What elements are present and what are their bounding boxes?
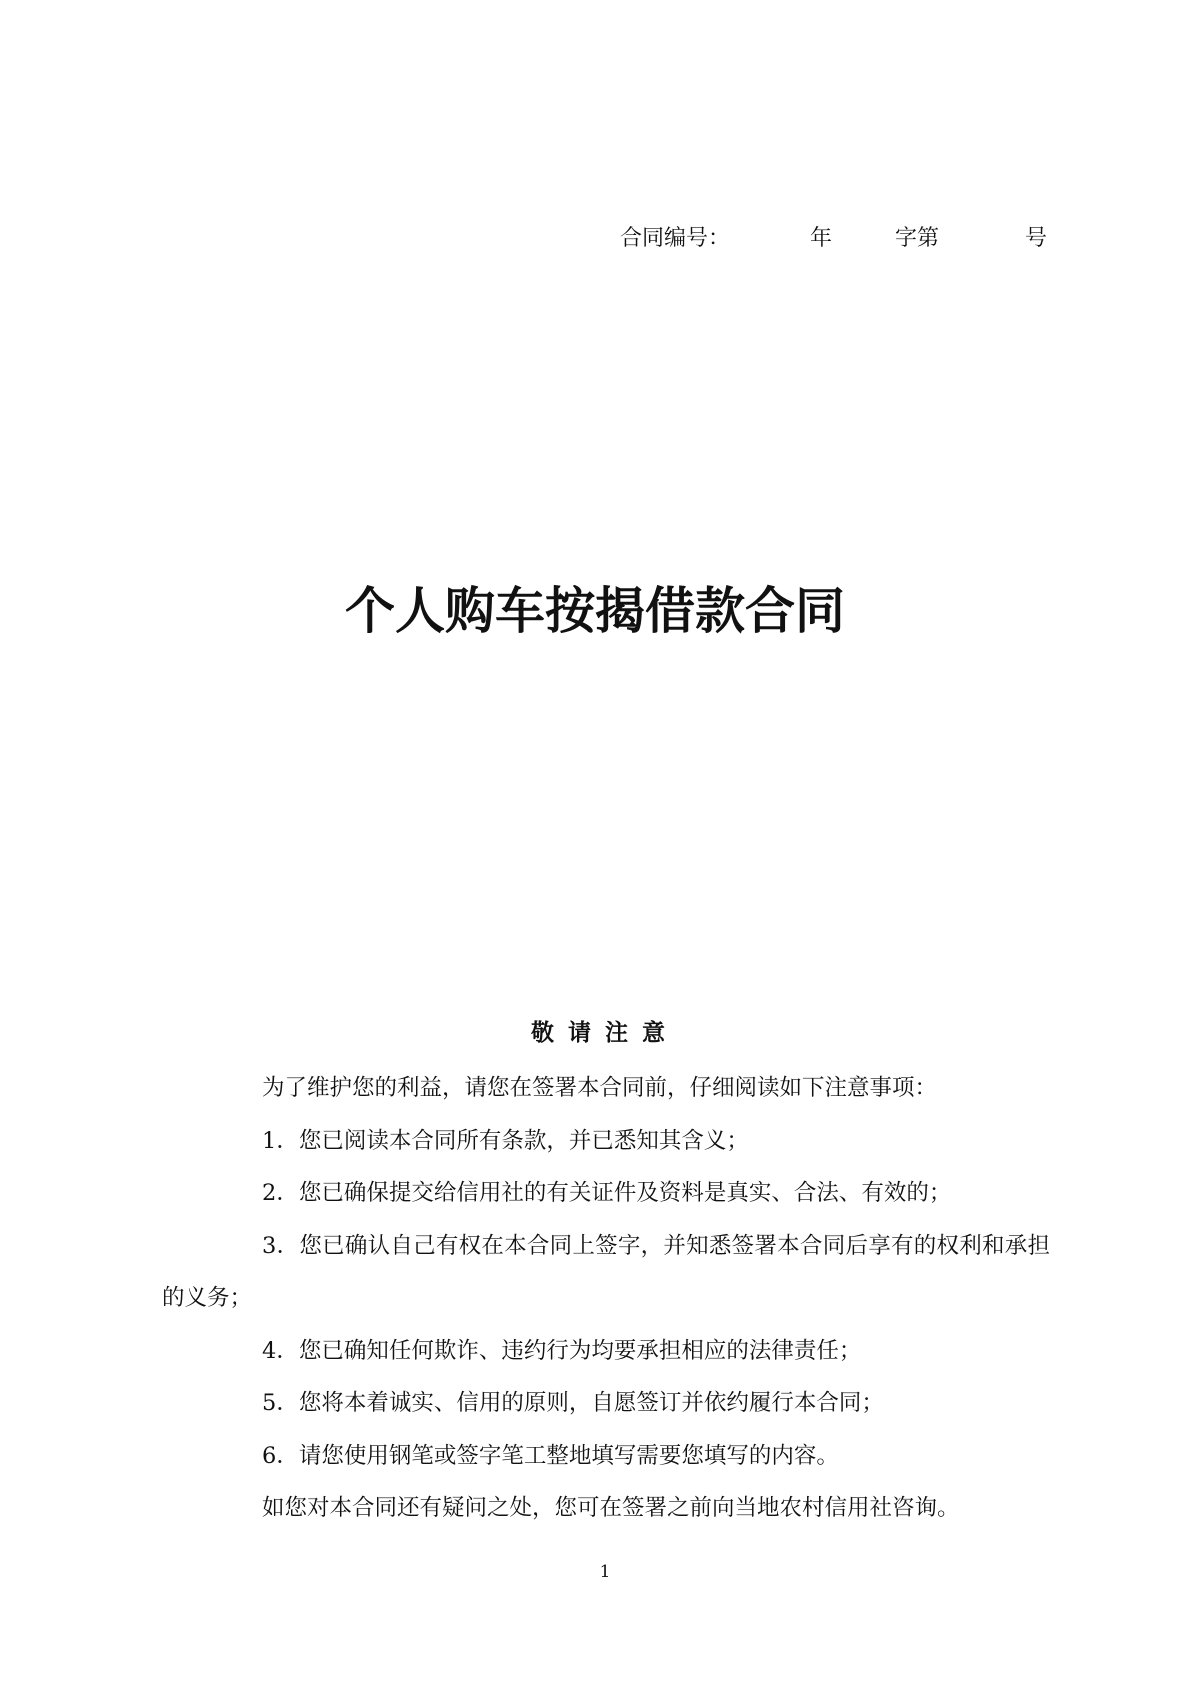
contract-number-label: 合同编号： (620, 226, 731, 251)
contract-num-label: 号 (1025, 226, 1048, 251)
notice-item-5: 5．您将本着诚实、信用的原则，自愿签订并依约履行本合同； (262, 1390, 884, 1416)
page-number: 1 (599, 1562, 611, 1582)
notice-intro: 为了维护您的利益，请您在签署本合同前，仔细阅读如下注意事项： (262, 1075, 938, 1101)
contract-char-label: 字第 (895, 226, 940, 251)
notice-item-2: 2．您已确保提交给信用社的有关证件及资料是真实、合法、有效的； (262, 1180, 952, 1206)
notice-closing: 如您对本合同还有疑问之处，您可在签署之前向当地农村信用社咨询。 (262, 1495, 960, 1521)
notice-item-4: 4．您已确知任何欺诈、违约行为均要承担相应的法律责任； (262, 1337, 862, 1364)
contract-year-label: 年 (810, 226, 833, 251)
document-title: 个人购车按揭借款合同 (345, 582, 845, 640)
notice-item-3: 3．您已确认自己有权在本合同上签字，并知悉签署本合同后享有的权利和承担的义务； (162, 1232, 1050, 1311)
notice-body (162, 1062, 1050, 1535)
notice-item-6: 6．请您使用钢笔或签字笔工整地填写需要您填写的内容。 (262, 1442, 839, 1469)
notice-item-1: 1．您已阅读本合同所有条款，并已悉知其含义； (262, 1127, 749, 1154)
contract-number-line (620, 222, 1050, 256)
notice-heading: 敬请注意 (531, 1019, 679, 1046)
